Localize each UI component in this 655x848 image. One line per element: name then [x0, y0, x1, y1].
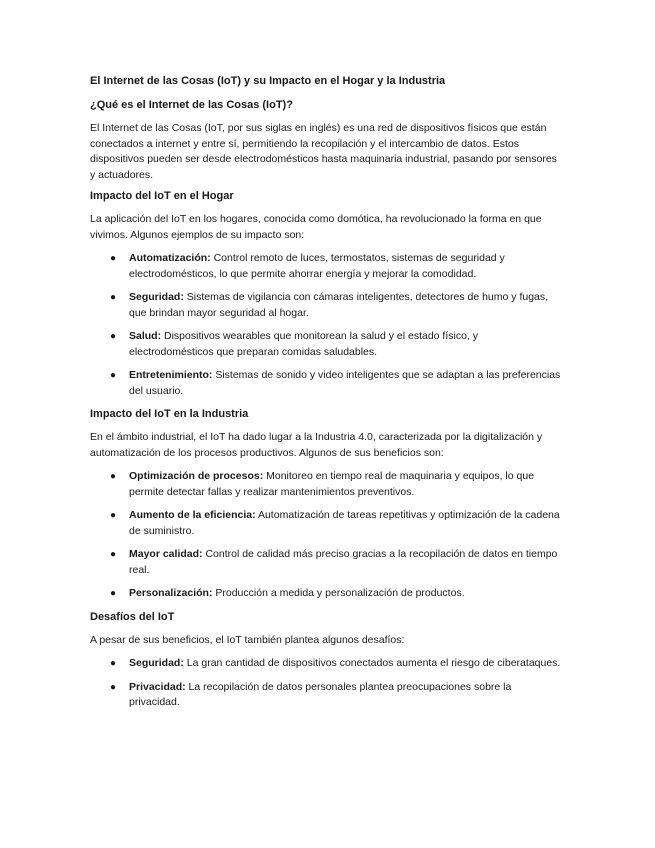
list-item-term: Seguridad: [129, 657, 184, 669]
list-item [90, 586, 565, 602]
list-item-text: La recopilación de datos personales plantea preocupaciones sobre la privacidad. [129, 680, 512, 708]
paragraph-industry: En el ámbito industrial, el IoT ha dado lugar a la Industria 4.0, caracterizada por la digitalización y automatización de los procesos productivos. Algunos de sus beneficios son: [90, 431, 543, 459]
list-item-text: La gran cantidad de dispositivos conectados aumenta el riesgo de ciberataques. [186, 657, 561, 669]
list-item-term: Aumento de la eficiencia: [129, 509, 256, 521]
industry-list [90, 469, 565, 602]
bullet-icon: ● [110, 588, 117, 599]
list-item [90, 469, 565, 500]
list-item-text: Sistemas de sonido y video inteligentes que se adaptan a las preferencias del usuario. [129, 369, 561, 397]
list-item-term: Mayor calidad: [129, 548, 203, 560]
list-item-text: Sistemas de vigilancia con cámaras inteligentes, detectores de humo y fugas, que brindan mayor seguridad al hogar. [129, 291, 549, 319]
list-item [90, 680, 565, 711]
list-item [90, 251, 565, 282]
section-heading-home: Impacto del IoT en el Hogar [90, 190, 234, 202]
list-item-term: Entretenimiento: [129, 369, 213, 381]
list-item [90, 368, 565, 399]
list-item-text: Automatización de tareas repetitivas y optimización de la cadena de suministro. [129, 509, 560, 537]
list-item-text: Control remoto de luces, termostatos, sistemas de seguridad y electrodomésticos, lo que permite ahorrar energía y mejorar la comodidad. [129, 252, 505, 280]
list-item-term: Privacidad: [129, 680, 186, 693]
list-item-term: Personalización: [129, 587, 213, 599]
paragraph-challenges: A pesar de sus beneficios, el IoT también plantea algunos desafíos: [90, 633, 405, 646]
section-heading-industry: Impacto del IoT en la Industria [90, 408, 249, 420]
bullet-icon: ● [110, 253, 117, 264]
list-item-text: Producción a medida y personalización de productos. [215, 587, 465, 599]
list-item [90, 508, 565, 539]
list-item-term: Optimización de procesos: [129, 470, 264, 482]
paragraph-home: La aplicación del IoT en los hogares, conocida como domótica, ha revolucionado la forma en que vivimos. Algunos ejemplos de su impacto son: [90, 213, 542, 241]
section-heading-challenges: Desafíos del IoT [90, 610, 175, 623]
list-item-text: Dispositivos wearables que monitorean la salud y el estado físico, y electrodomésticos que preparan comidas saludables. [129, 330, 479, 358]
bullet-icon: ● [110, 681, 117, 693]
document-title: El Internet de las Cosas (IoT) y su Impacto en el Hogar y la Industria [90, 75, 446, 87]
list-item-term: Seguridad: [129, 291, 184, 303]
list-item [90, 329, 565, 360]
list-item [90, 547, 565, 578]
list-item-term: Salud: [129, 330, 162, 342]
bullet-icon: ● [110, 510, 117, 521]
bullet-icon: ● [110, 658, 117, 669]
bullet-icon: ● [110, 471, 117, 482]
challenges-list [90, 656, 565, 711]
list-item-term: Automatización: [129, 252, 211, 264]
list-item [90, 290, 565, 321]
bullet-icon: ● [110, 549, 117, 560]
bullet-icon: ● [110, 292, 117, 303]
list-item-text: Control de calidad más preciso gracias a la recopilación de datos en tiempo real. [129, 548, 558, 576]
section-heading-what: ¿Qué es el Internet de las Cosas (IoT)? [90, 99, 293, 111]
home-list [90, 251, 565, 399]
bullet-icon: ● [110, 331, 117, 342]
list-item-text: Monitoreo en tiempo real de maquinaria y equipos, lo que permite detectar fallas y realizar mantenimientos preventivos. [129, 470, 535, 498]
bullet-icon: ● [110, 370, 117, 381]
paragraph-what: El Internet de las Cosas (IoT, por sus siglas en inglés) es una red de dispositivos físicos que están conectados a internet y entre sí, permitiendo la recopilación y el intercambio de datos. Estos dispositivos pueden ser desde electrodomésticos hasta maquinaria industrial, pasando por sensores y actuadores. [90, 122, 557, 181]
list-item [90, 656, 565, 672]
